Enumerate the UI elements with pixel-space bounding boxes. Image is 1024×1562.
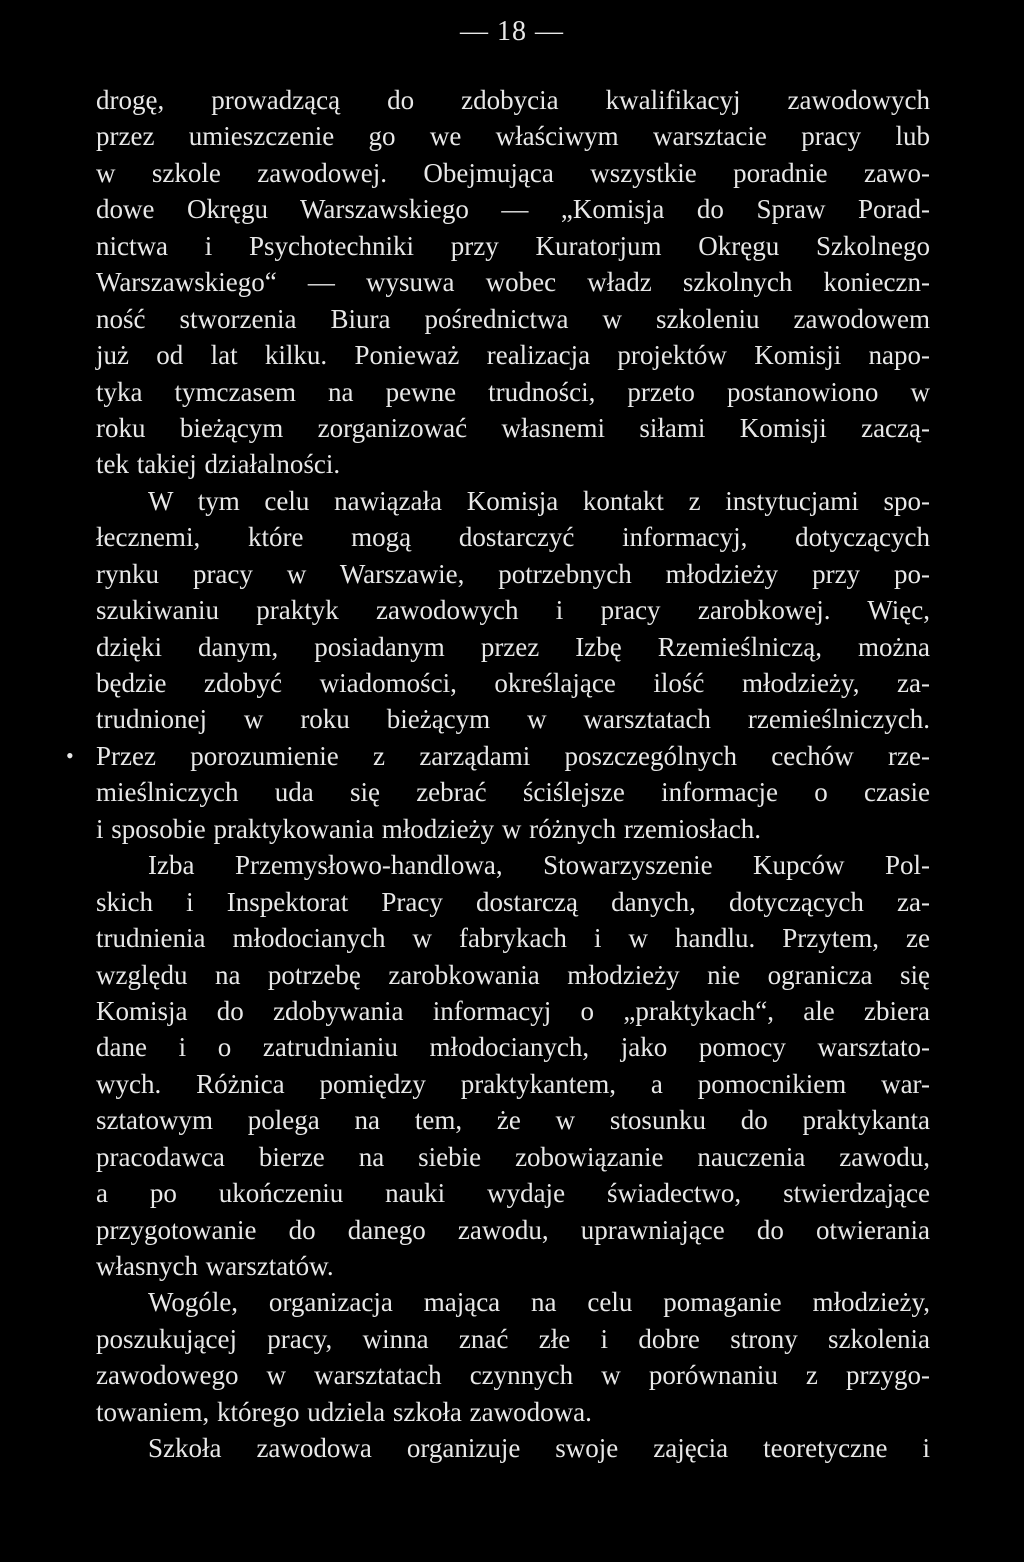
text-line: Przez porozumienie z zarządami poszczególnych cechów rze- — [96, 740, 930, 771]
text-line: mieślniczych uda się zebrać ściślejsze informacje o czasie — [96, 777, 930, 808]
text-line: przez umieszczenie go we właściwym warsztacie pracy lub — [96, 121, 930, 152]
text-line: w szkole zawodowej. Obejmująca wszystkie poradnie zawo- — [96, 157, 930, 188]
paragraph-start-line: Izba Przemysłowo-handlowa, Stowarzyszenie Kupców Pol- — [148, 850, 930, 881]
text-line: towaniem, którego udziela szkoła zawodowa. — [96, 1396, 592, 1427]
text-line: poszukującej pracy, winna znać złe i dobre strony szkolenia — [96, 1323, 930, 1354]
text-line: wych. Różnica pomiędzy praktykantem, a pomocnikiem war- — [96, 1068, 930, 1099]
text-line: pracodawca bierze na siebie zobowiązanie nauczenia zawodu, — [96, 1141, 930, 1172]
text-line: dowe Okręgu Warszawskiego — „Komisja do Spraw Porad- — [96, 194, 930, 225]
text-line: sztatowym polega na tem, że w stosunku do praktykanta — [96, 1105, 930, 1136]
page-number: — 18 — — [460, 16, 564, 47]
text-line: już od lat kilku. Ponieważ realizacja projektów Komisji napo- — [96, 340, 930, 371]
text-line: skich i Inspektorat Pracy dostarczą danych, dotyczących za- — [96, 886, 930, 917]
text-line: dzięki danym, posiadanym przez Izbę Rzemieślniczą, można — [96, 631, 930, 662]
text-line: i sposobie praktykowania młodzieży w różnych rzemiosłach. — [96, 813, 762, 844]
text-line: Komisja do zdobywania informacyj o „praktykach“, ale zbiera — [96, 995, 930, 1026]
text-line: rynku pracy w Warszawie, potrzebnych młodzieży przy po- — [96, 558, 930, 589]
text-line: trudnionej w roku bieżącym w warsztatach rzemieślniczych. — [96, 704, 930, 735]
margin-bullet-mark: • — [66, 743, 74, 768]
text-line: nictwa i Psychotechniki przy Kuratorjum Okręgu Szkolnego — [96, 230, 930, 261]
text-line: drogę, prowadzącą do zdobycia kwalifikacyj zawodowych — [96, 85, 930, 115]
text-line: szukiwaniu praktyk zawodowych i pracy zarobkowej. Więc, — [96, 595, 930, 626]
body-text — [96, 82, 930, 1467]
text-line: Warszawskiego“ — wysuwa wobec władz szkolnych konieczn- — [96, 267, 930, 298]
text-line: tek takiej działalności. — [96, 449, 341, 480]
text-line: względu na potrzebę zarobkowania młodzieży nie ogranicza się — [96, 959, 930, 990]
paragraph-start-line: Szkoła zawodowa organizuje swoje zajęcia teoretyczne i — [148, 1433, 930, 1464]
text-line: trudnienia młodocianych w fabrykach i w handlu. Przytem, ze — [96, 923, 930, 954]
paragraph-start-line: Wogóle, organizacja mająca na celu pomaganie młodzieży, — [148, 1287, 930, 1318]
text-line: tyka tymczasem na pewne trudności, przeto postanowiono w — [96, 376, 930, 407]
text-line: będzie zdobyć wiadomości, określające ilość młodzieży, za- — [96, 668, 930, 698]
text-line: własnych warsztatów. — [96, 1251, 334, 1281]
text-line: przygotowanie do danego zawodu, uprawniające do otwierania — [96, 1214, 930, 1245]
text-line: a po ukończeniu nauki wydaje świadectwo, stwierdzające — [96, 1178, 930, 1209]
text-line: łecznemi, które mogą dostarczyć informacyj, dotyczących — [96, 522, 930, 553]
paragraph-start-line: W tym celu nawiązała Komisja kontakt z instytucjami spo- — [148, 485, 930, 516]
text-line: zawodowego w warsztatach czynnych w porównaniu z przygo- — [96, 1360, 930, 1391]
text-line: roku bieżącym zorganizować własnemi siłami Komisji zaczą- — [96, 412, 930, 443]
text-line: ność stworzenia Biura pośrednictwa w szkoleniu zawodowem — [96, 303, 930, 334]
text-line: dane i o zatrudnianiu młodocianych, jako pomocy warsztato- — [96, 1032, 930, 1063]
